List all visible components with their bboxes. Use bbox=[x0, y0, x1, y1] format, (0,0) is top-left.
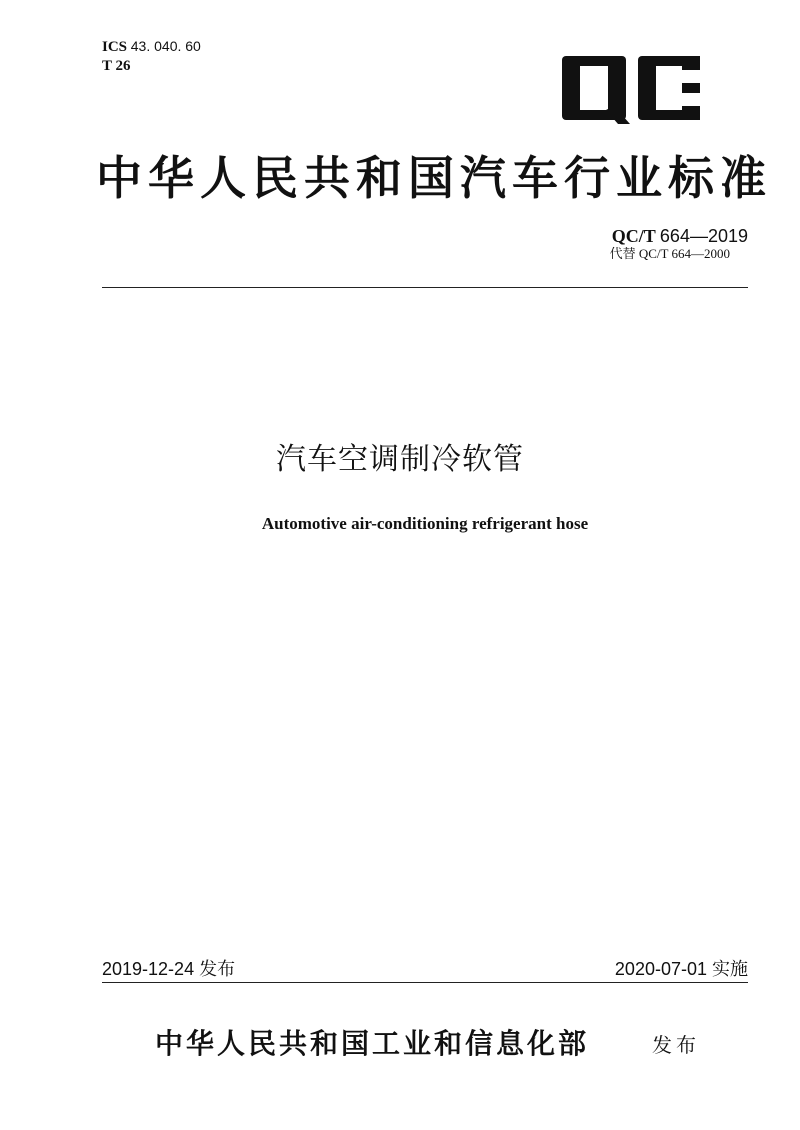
effective-date: 2020-07-01 实施 bbox=[614, 959, 748, 979]
qc-logo bbox=[560, 52, 702, 124]
classification-code: T 26 bbox=[102, 58, 131, 74]
publish-label: 发布 bbox=[652, 1033, 700, 1057]
top-divider bbox=[102, 287, 748, 288]
ics-code bbox=[102, 37, 201, 56]
bottom-divider bbox=[102, 982, 748, 983]
standard-category-title: 中华人民共和国汽车行业标准 bbox=[96, 151, 772, 205]
replaces-standard: 代替 QC/T 664—2000 bbox=[609, 246, 730, 261]
ics-number: 43. 040. 60 bbox=[130, 38, 201, 54]
standard-number bbox=[612, 226, 748, 246]
standard-number-digits: 664—2019 bbox=[659, 226, 748, 246]
ics-label: ICS bbox=[102, 39, 128, 55]
document-title-chinese: 汽车空调制冷软管 bbox=[276, 442, 524, 477]
document-title-english: Automotive air-conditioning refrigerant hose bbox=[261, 514, 589, 533]
issue-date: 2019-12-24 发布 bbox=[102, 959, 236, 979]
publisher-name: 中华人民共和国工业和信息化部 bbox=[155, 1027, 590, 1060]
standard-number-prefix: QC/T bbox=[611, 226, 656, 246]
